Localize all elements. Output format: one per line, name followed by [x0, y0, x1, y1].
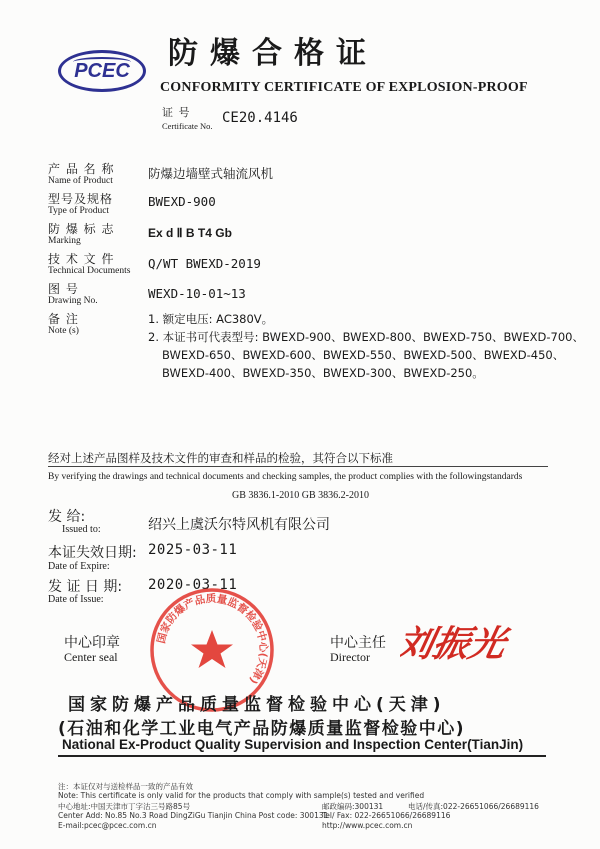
footer-web: http://www.pcec.com.cn	[322, 821, 413, 830]
footer-email: E-mail:pcec@pcec.com.cn	[58, 821, 157, 830]
tech-docs-label-en: Technical Documents	[48, 266, 131, 276]
cert-no: CE20.4146	[222, 110, 298, 126]
center-name-cn-1: 国家防爆产品质量监督检验中心(天津)	[68, 695, 446, 715]
tech-docs-label-cn: 技 术 文 件	[48, 252, 115, 266]
footer-addr-en: Center Add: No.85 No.3 Road DingZiGu Tianjin China Post code: 300131	[58, 811, 329, 820]
type-value: BWEXD-900	[148, 194, 216, 209]
expire-date: 2025-03-11	[148, 542, 238, 558]
drawing-label-en: Drawing No.	[48, 296, 98, 306]
type-label-en: Type of Product	[48, 206, 110, 216]
expire-label-en: Date of Expire:	[48, 561, 110, 572]
note-line-4: BWEXD-400、BWEXD-350、BWEXD-300、BWEXD-250。	[162, 366, 484, 380]
stamp-ring-text: 国家防爆产品质量监督检验中心(天津)	[155, 592, 270, 686]
verification-cn: 经对上述产品图样及技术文件的审查和样品的检验，其符合以下标准	[48, 451, 393, 465]
issued-to-label-en: Issued to:	[62, 524, 101, 535]
expire-label-cn: 本证失效日期:	[48, 545, 137, 561]
logo-swoosh-icon	[73, 57, 131, 67]
marking-label-cn: 防 爆 标 志	[48, 222, 115, 236]
center-name-cn-2: (石油和化学工业电气产品防爆质量监督检验中心)	[58, 719, 466, 739]
footer-note-cn: 注：本证仅对与送检样品一致的产品有效	[58, 782, 193, 791]
logo-text: PCEC	[74, 60, 130, 82]
signature-text: 刘振光	[400, 622, 510, 665]
director-label-en: Director	[330, 650, 370, 664]
footer-postcode-cn: 邮政编码:300131	[322, 802, 384, 811]
cert-no-label-cn: 证 号	[162, 106, 191, 119]
drawing-label-cn: 图 号	[48, 282, 79, 296]
marking-value: Ex d Ⅱ B T4 Gb	[148, 226, 232, 240]
issued-to-label-cn: 发 给:	[48, 509, 86, 525]
issue-date-label-en: Date of Issue:	[48, 594, 104, 605]
note-line-2: 2. 本证书可代表型号: BWEXD-900、BWEXD-800、BWEXD-750、BWEXD-700、	[148, 330, 584, 344]
director-label-cn: 中心主任	[330, 635, 386, 651]
tech-docs-value: Q/WT BWEXD-2019	[148, 256, 261, 271]
product-name-value: 防爆边墙壁式轴流风机	[148, 166, 274, 181]
title-cn: 防爆合格证	[168, 36, 378, 71]
drawing-value: WEXD-10-01~13	[148, 286, 246, 301]
footer-note-en: Note: This certificate is only valid for the products that comply with sample(s) tested and verified	[58, 791, 425, 800]
verification-en: By verifying the drawings and technical documents and checking samples, the product complies with the followingstandards	[48, 472, 523, 482]
divider	[48, 466, 548, 467]
product-name-label-cn: 产 品 名 称	[48, 162, 115, 176]
center-seal-label-cn: 中心印章	[64, 635, 120, 651]
type-label-cn: 型号及规格	[48, 192, 114, 206]
title-en: CONFORMITY CERTIFICATE OF EXPLOSION-PROOF	[160, 80, 528, 95]
issued-to-value: 绍兴上虞沃尔特风机有限公司	[148, 517, 330, 533]
pcec-logo	[58, 50, 146, 92]
center-seal-label-en: Center seal	[64, 650, 118, 664]
issue-date-label-cn: 发 证 日 期:	[48, 579, 123, 595]
bottom-rule	[58, 755, 546, 757]
product-name-label-en: Name of Product	[48, 176, 113, 186]
standards: GB 3836.1-2010 GB 3836.2-2010	[232, 490, 369, 501]
cert-no-label-en: Certificate No.	[162, 121, 213, 131]
footer-phone-cn: 电话/传真:022-26651066/26689116	[408, 802, 539, 811]
stamp-star-icon	[191, 630, 233, 668]
marking-label-en: Marking	[48, 236, 81, 246]
footer-addr-cn: 中心地址:中国天津市丁字沽三号路85号	[58, 802, 191, 811]
issue-date: 2020-03-11	[148, 577, 238, 593]
note-line-1: 1. 额定电压: AC380V。	[148, 312, 274, 326]
note-line-3: BWEXD-650、BWEXD-600、BWEXD-550、BWEXD-500、BWEXD-450、	[162, 348, 565, 362]
director-signature	[400, 612, 530, 672]
footer-tel-en: Tel/ Fax: 022-26651066/26689116	[322, 811, 451, 820]
note-label-cn: 备 注	[48, 312, 79, 326]
note-label-en: Note (s)	[48, 326, 79, 336]
center-name-en: National Ex-Product Quality Supervision and Inspection Center(TianJin)	[62, 737, 524, 752]
